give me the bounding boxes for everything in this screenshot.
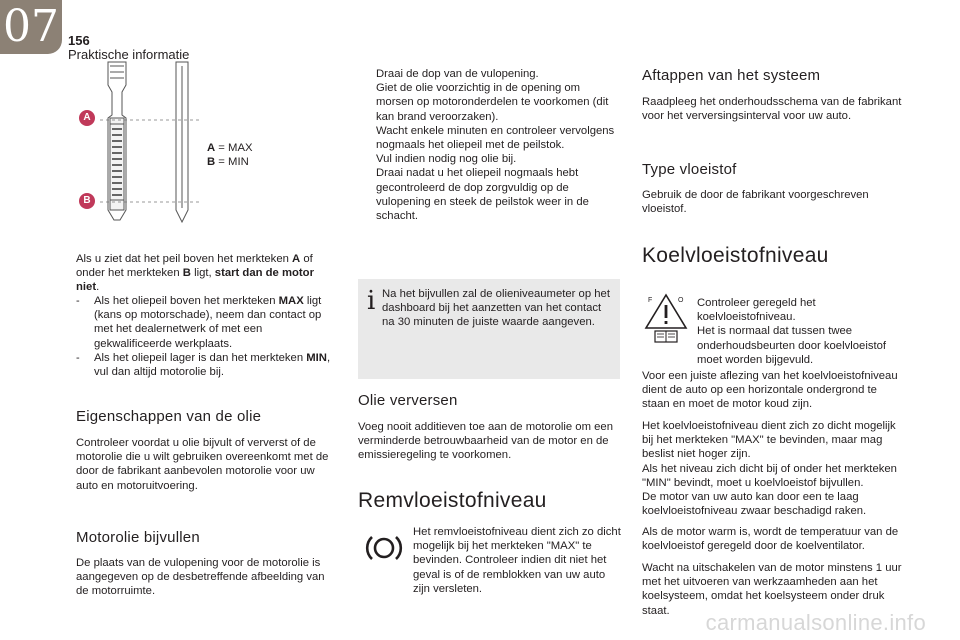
paragraph-remvloeistof: Het remvloeistofniveau dient zich zo dicht mogelijk bij het merkteken "MAX" te bevinden. Controleer indien dit niet het geval is of de remblokken van uw auto zijn versleten. [413, 526, 621, 595]
paragraph-koel-icon: Controleer geregeld het koelvloeistofniveau. Het is normaal dat tussen twee onderhoudsbeurten door koelvloeistof moet worden bijgevuld. [697, 297, 887, 366]
legend-b-key: B [207, 156, 216, 169]
legend-b-value: = MIN [215, 156, 249, 169]
heading-verversen: Olie verversen [358, 392, 458, 409]
section-title: Praktische informatie [68, 47, 190, 62]
paragraph-koel-4: Als de motor warm is, wordt de temperatuur van de koelvloeistof geregeld door de koelventilator. [642, 526, 899, 553]
paragraph-type: Gebruik de door de fabrikant voorgeschreven vloeistof. [642, 189, 869, 216]
list-item: Giet de olie voorzichtig in de opening om morsen op motoronderdelen te voorkomen (dit kan brand veroorzaken). [376, 82, 609, 123]
list-item: Draai nadat u het oliepeil nogmaals hebt gecontroleerd de dop zorgvuldig op de vulopening en steek de peilstok weer in de schacht. [376, 167, 589, 223]
heading-eigenschappen: Eigenschappen van de olie [76, 408, 262, 425]
paragraph-koel-3: Het koelvloeistofniveau dient zich zo dicht mogelijk bij het merkteken "MAX" te bevinden, maar mag beslist niet hoger zijn. Als het niveau zich dicht bij of onder het merkteken "MIN" bevindt, moet u koelvloeistof bijvullen. De motor van uw auto kan door een te laag koelvloeistofniveau zwaar beschadigd raken. [642, 420, 897, 518]
watermark: carmanualsonline.info [705, 610, 926, 635]
heading-aftappen: Aftappen van het systeem [642, 67, 821, 84]
paragraph-verversen: Voeg nooit additieven toe aan de motorolie om een verminderde betrouwbaarheid van de motor en de emissieregeling te voorkomen. [358, 421, 613, 462]
marker-b: B [79, 193, 95, 209]
heading-type: Type vloeistof [642, 161, 737, 178]
info-text: Na het bijvullen zal de olieniveaumeter op het dashboard bij het aanzetten van het contact na 30 minuten de juiste waarde aangeven. [382, 288, 610, 329]
oil-level-intro: Als u ziet dat het peil boven het merkteken A of onder het merkteken B ligt, start dan de motor niet. [76, 253, 314, 294]
svg-text:F: F [648, 297, 653, 304]
marker-a: A [79, 110, 95, 126]
paragraph-aftappen: Raadpleeg het onderhoudsschema van de fabrikant voor het verversingsinterval voor uw auto. [642, 96, 902, 123]
list-item: Vul indien nodig nog olie bij. [376, 153, 517, 166]
refill-steps [358, 67, 620, 223]
list-item: - Als het oliepeil lager is dan het merkteken MIN, vul dan altijd motorolie bij. [76, 351, 331, 379]
page-number: 156 [68, 33, 90, 48]
paragraph-koel-2: Voor een juiste aflezing van het koelvloeistofniveau dient de auto op een horizontale ondergrond te staan en moet de motor koud zijn. [642, 370, 898, 411]
info-icon: i [367, 286, 376, 316]
oil-level-dash-list [76, 294, 332, 379]
coolant-warning-icon [644, 292, 688, 344]
paragraph-bijvullen: De plaats van de vulopening voor de motorolie is aangegeven op de desbetreffende afbeelding van de motorruimte. [76, 557, 325, 598]
legend-a-key: A [207, 142, 216, 154]
heading-bijvullen: Motorolie bijvullen [76, 529, 200, 546]
dipstick-legend [207, 141, 253, 169]
heading-remvloeistof: Remvloeistofniveau [358, 489, 547, 512]
paragraph-koel-5: Wacht na uitschakelen van de motor minstens 1 uur met het uitvoeren van werkzaamheden aan het koelsysteem, omdat het koelsysteem onder druk staat. [642, 562, 902, 617]
paragraph-eigenschappen: Controleer voordat u olie bijvult of ververst of de motorolie die u wilt gebruiken overeenkomt met de door de fabrikant aanbevolen motorolie voor uw auto en motoruitvoering. [76, 437, 329, 492]
legend-a-value: = MAX [215, 142, 253, 154]
list-item: Draai de dop van de vulopening. [376, 68, 539, 80]
heading-koelvloeistof: Koelvloeistofniveau [642, 244, 829, 267]
chapter-badge: 07 [0, 0, 62, 54]
svg-text:O: O [678, 297, 684, 304]
list-item: Wacht enkele minuten en controleer vervolgens nogmaals het oliepeil met de peilstok. [376, 124, 615, 152]
list-item: - Als het oliepeil boven het merkteken MAX ligt (kans op motorschade), neem dan contact op met het dealernetwerk of met een gekwalificeerde werkplaats. [76, 295, 322, 350]
brake-warning-icon [364, 530, 404, 566]
dipstick-illustration [70, 60, 210, 240]
